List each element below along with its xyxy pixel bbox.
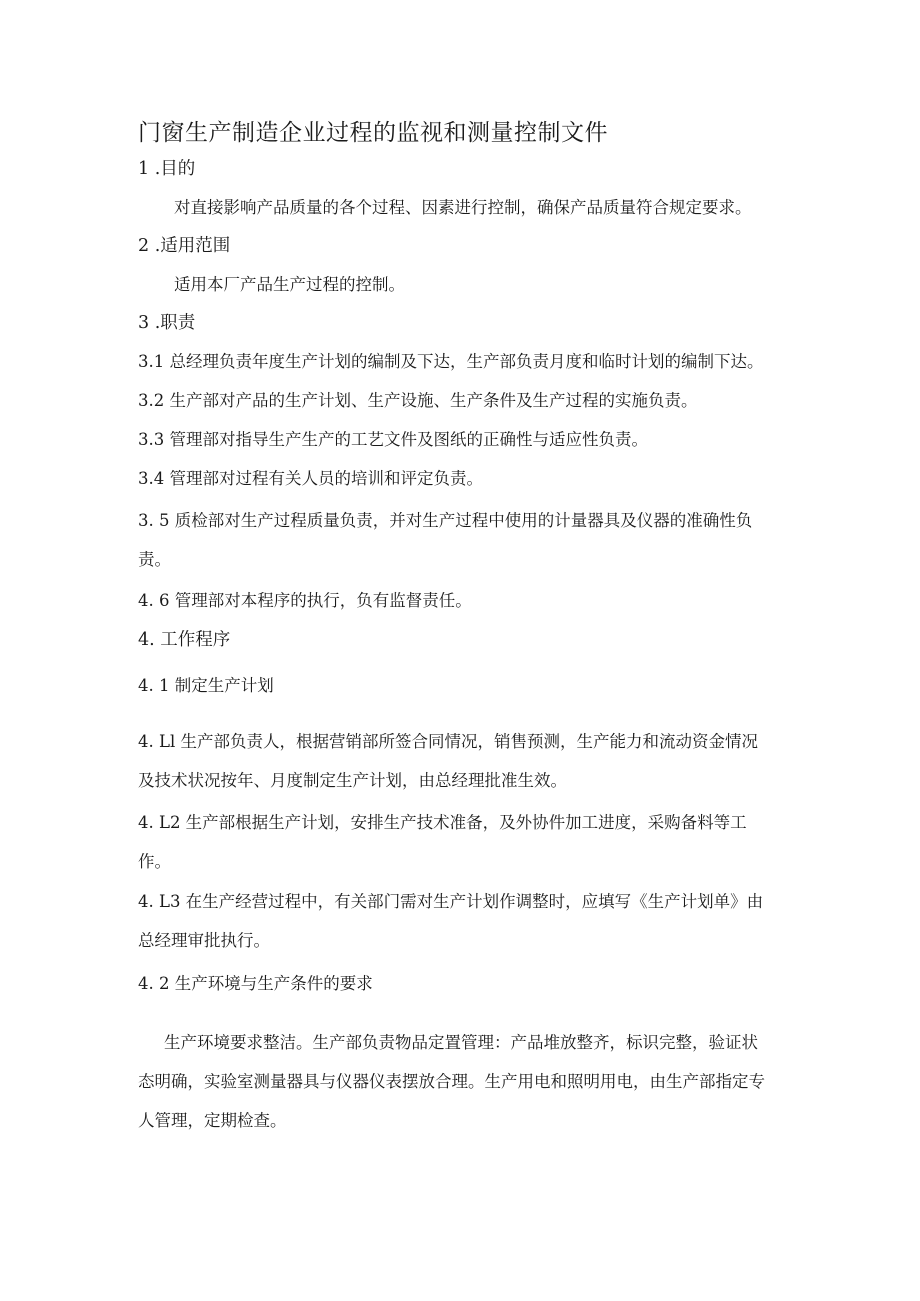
paragraph-4-2-line-3: 人管理，定期检查。 bbox=[138, 1111, 287, 1130]
item-3-5: 3. 5 质检部对生产过程质量负责，并对生产过程中使用的计量器具及仪器的准确性负 bbox=[138, 511, 753, 530]
item-3-3: 3.3 管理部对指导生产生产的工艺文件及图纸的正确性与适应性负责。 bbox=[138, 430, 648, 449]
section-3-heading: 3 .职责 bbox=[138, 313, 196, 333]
section-1-text: 对直接影响产品质量的各个过程、因素进行控制，确保产品质量符合规定要求。 bbox=[174, 198, 752, 217]
item-3-5-continued: 责。 bbox=[138, 550, 171, 569]
section-2-heading: 2 .适用范围 bbox=[138, 236, 231, 256]
item-4-1-2-continued: 作。 bbox=[138, 852, 171, 871]
item-3-6: 4. 6 管理部对本程序的执行，负有监督责任。 bbox=[138, 591, 472, 610]
item-4-1: 4. 1 制定生产计划 bbox=[138, 676, 274, 695]
section-2-text: 适用本厂产品生产过程的控制。 bbox=[174, 275, 405, 294]
section-4-heading: 4. 工作程序 bbox=[138, 630, 231, 650]
item-3-4: 3.4 管理部对过程有关人员的培训和评定负责。 bbox=[138, 469, 483, 488]
item-4-1-3-continued: 总经理审批执行。 bbox=[138, 931, 270, 950]
item-4-1-1: 4. Ll 生产部负责人，根据营销部所签合同情况，销售预测，生产能力和流动资金情况 bbox=[138, 732, 758, 751]
section-1-heading: 1 .目的 bbox=[138, 159, 196, 179]
item-4-1-1-continued: 及技术状况按年、月度制定生产计划，由总经理批准生效。 bbox=[138, 771, 567, 790]
item-3-2: 3.2 生产部对产品的生产计划、生产设施、生产条件及生产过程的实施负责。 bbox=[138, 391, 698, 410]
paragraph-4-2-line-2: 态明确，实验室测量器具与仪器仪表摆放合理。生产用电和照明用电，由生产部指定专 bbox=[138, 1072, 765, 1091]
item-4-2: 4. 2 生产环境与生产条件的要求 bbox=[138, 974, 373, 993]
document-title: 门窗生产制造企业过程的监视和测量控制文件 bbox=[138, 120, 608, 146]
paragraph-4-2-line-1: 生产环境要求整洁。生产部负责物品定置管理：产品堆放整齐，标识完整，验证状 bbox=[164, 1033, 758, 1052]
item-4-1-3: 4. L3 在生产经营过程中，有关部门需对生产计划作调整时，应填写《生产计划单》由 bbox=[138, 892, 764, 911]
item-4-1-2: 4. L2 生产部根据生产计划，安排生产技术准备，及外协件加工进度，采购备料等工 bbox=[138, 813, 747, 832]
item-3-1: 3.1 总经理负责年度生产计划的编制及下达，生产部负责月度和临时计划的编制下达。 bbox=[138, 352, 764, 371]
